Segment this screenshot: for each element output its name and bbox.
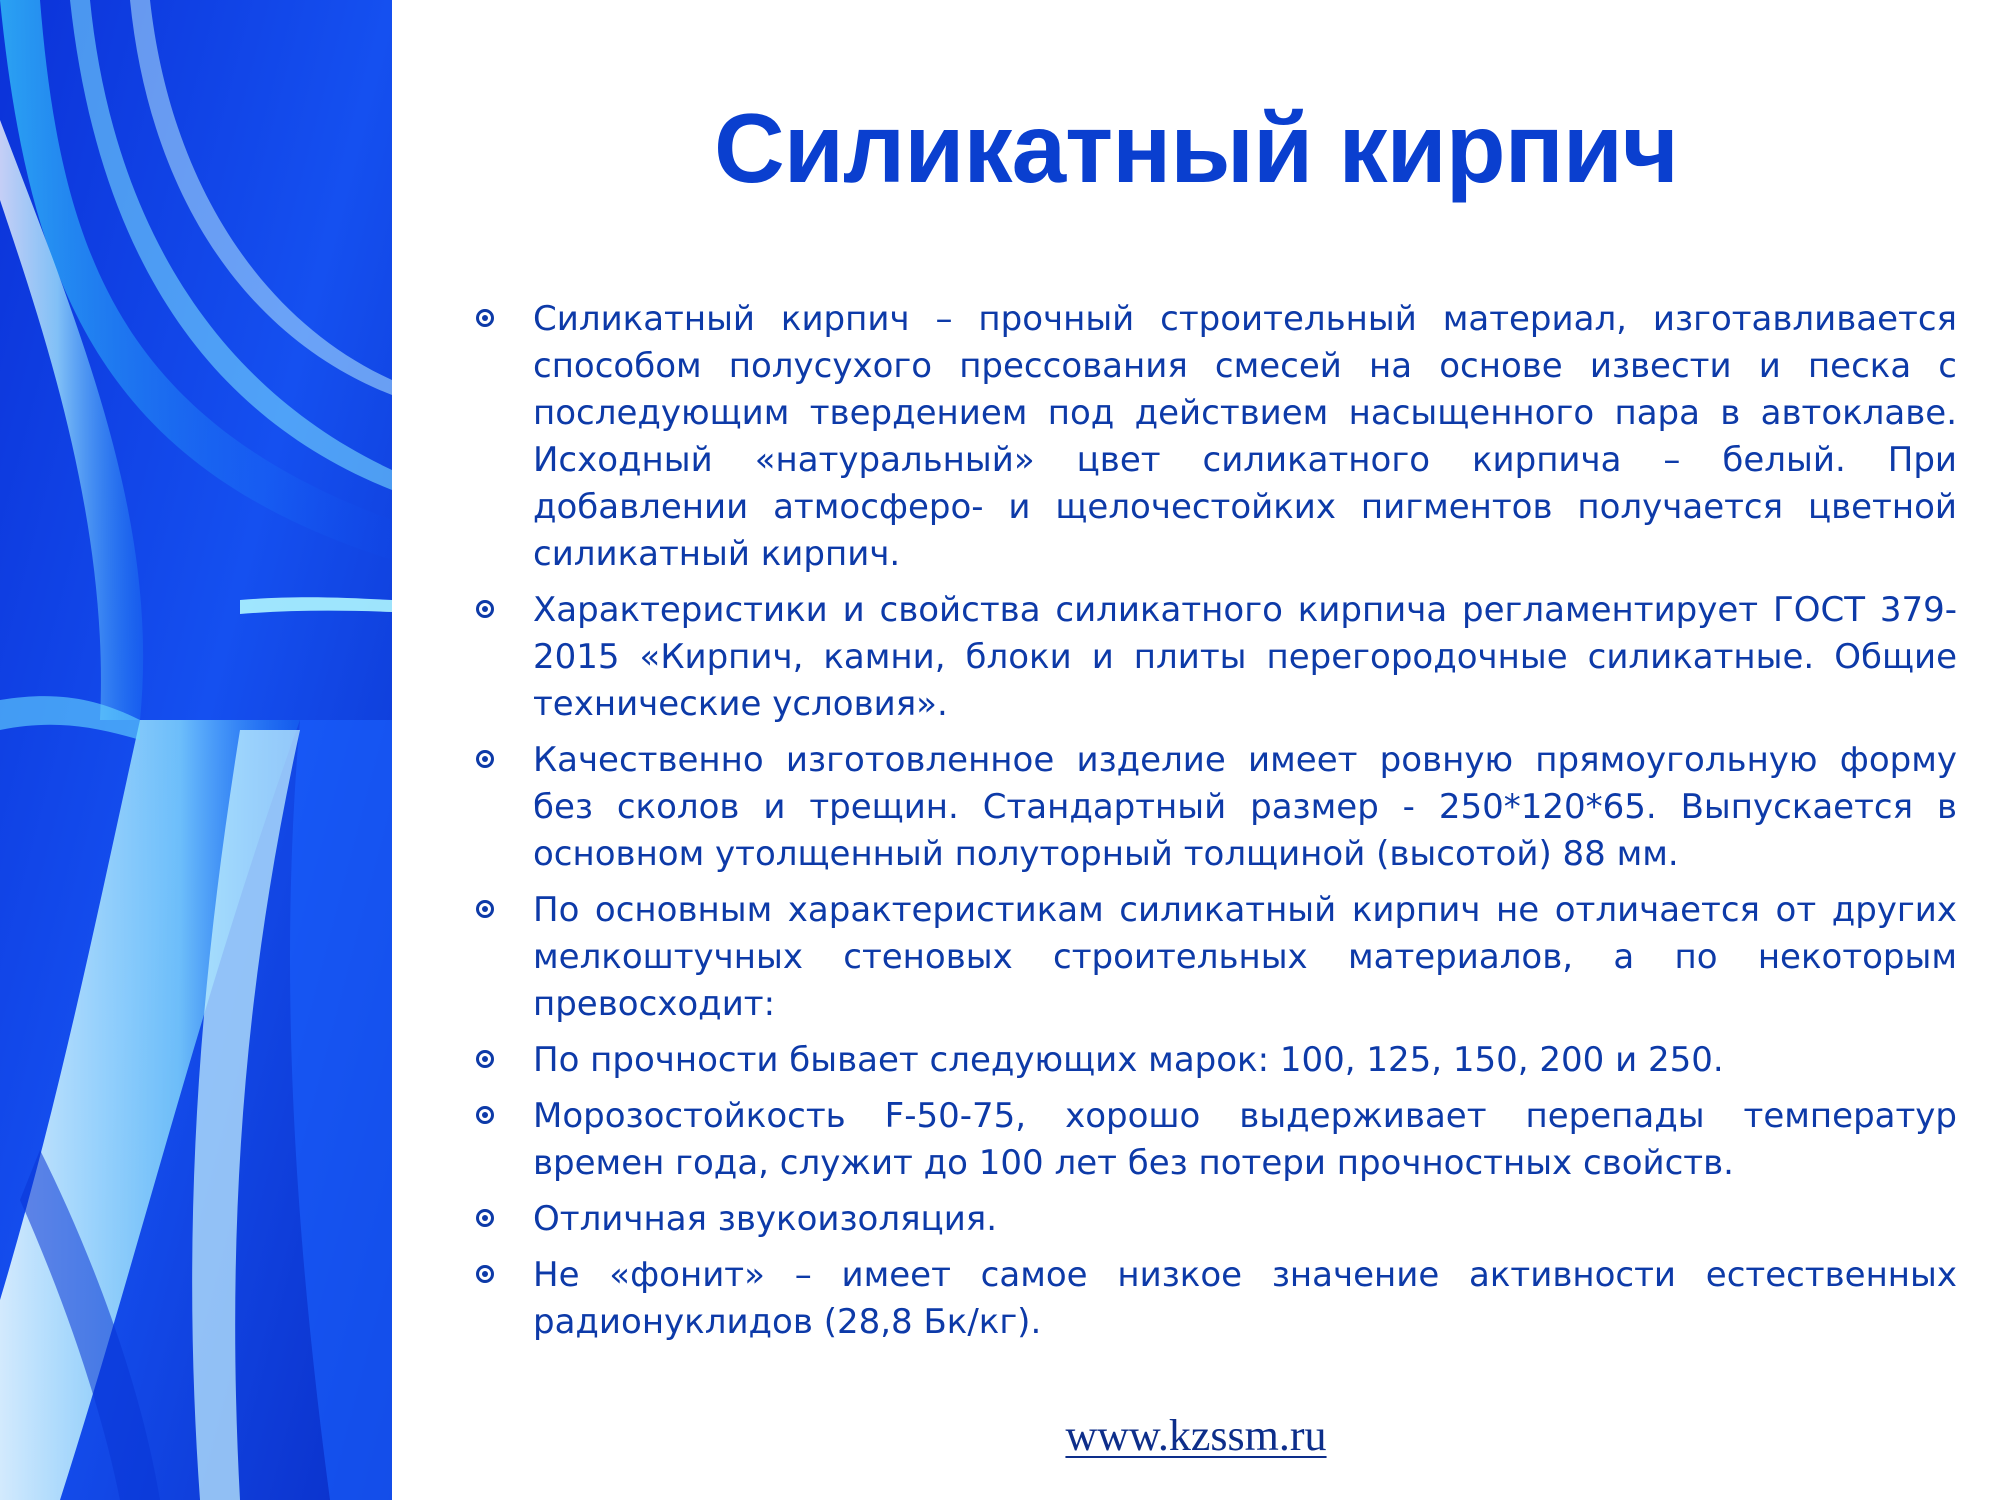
list-item bbox=[472, 296, 1957, 578]
bullet-text: Морозостойкость F-50-75, хорошо выдерживает перепады температур времен года, служит до 100 лет без потери прочностных свойств. bbox=[533, 1096, 1957, 1183]
bullet-text: По основным характеристикам силикатный кирпич не отличается от других мелкоштучных стеновых строительных материалов, а по некоторым превосходит: bbox=[533, 890, 1957, 1024]
list-item bbox=[472, 587, 1957, 728]
bullet-text: Отличная звукоизоляция. bbox=[533, 1199, 998, 1239]
list-item bbox=[472, 1252, 1957, 1346]
bullet-icon bbox=[476, 1265, 494, 1283]
list-item bbox=[472, 1093, 1957, 1187]
bullet-icon bbox=[476, 309, 494, 327]
abstract-wave-graphic bbox=[0, 0, 392, 1500]
list-item bbox=[472, 1037, 1957, 1084]
list-item bbox=[472, 737, 1957, 878]
bullet-icon bbox=[476, 1106, 494, 1124]
website-link[interactable]: www.kzssm.ru bbox=[1065, 1411, 1327, 1460]
bullet-icon bbox=[476, 900, 494, 918]
list-item bbox=[472, 1196, 1957, 1243]
decorative-side-panel bbox=[0, 0, 392, 1500]
bullet-list bbox=[472, 296, 1957, 1346]
bullet-icon bbox=[476, 750, 494, 768]
bullet-text: Качественно изготовленное изделие имеет ровную прямоугольную форму без сколов и трещин. Стандартный размер - 250*120*65. Выпускается в основном утолщенный полуторный толщиной (высотой) 88 мм. bbox=[533, 740, 1957, 874]
bullet-icon bbox=[476, 600, 494, 618]
slide-title: Силикатный кирпич bbox=[714, 93, 1678, 203]
content-area bbox=[472, 296, 1957, 1355]
bullet-text: Характеристики и свойства силикатного кирпича регламентирует ГОСТ 379-2015 «Кирпич, камни, блоки и плиты перегородочные силикатные. Общие технические условия». bbox=[533, 590, 1957, 724]
bullet-text: По прочности бывает следующих марок: 100, 125, 150, 200 и 250. bbox=[533, 1040, 1724, 1080]
bullet-text: Не «фонит» – имеет самое низкое значение активности естественных радионуклидов (28,8 Бк/кг). bbox=[533, 1255, 1957, 1342]
bullet-icon bbox=[476, 1209, 494, 1227]
list-item bbox=[472, 887, 1957, 1028]
bullet-icon bbox=[476, 1050, 494, 1068]
bullet-text: Силикатный кирпич – прочный строительный материал, изготавливается способом полусухого прессования смесей на основе извести и песка с последующим твердением под действием насыщенного пара в автоклаве. Исходный «натуральный» цвет силикатного кирпича – белый. При добавлении атмосферо- и щелочестойких пигментов получается цветной силикатный кирпич. bbox=[533, 299, 1957, 574]
